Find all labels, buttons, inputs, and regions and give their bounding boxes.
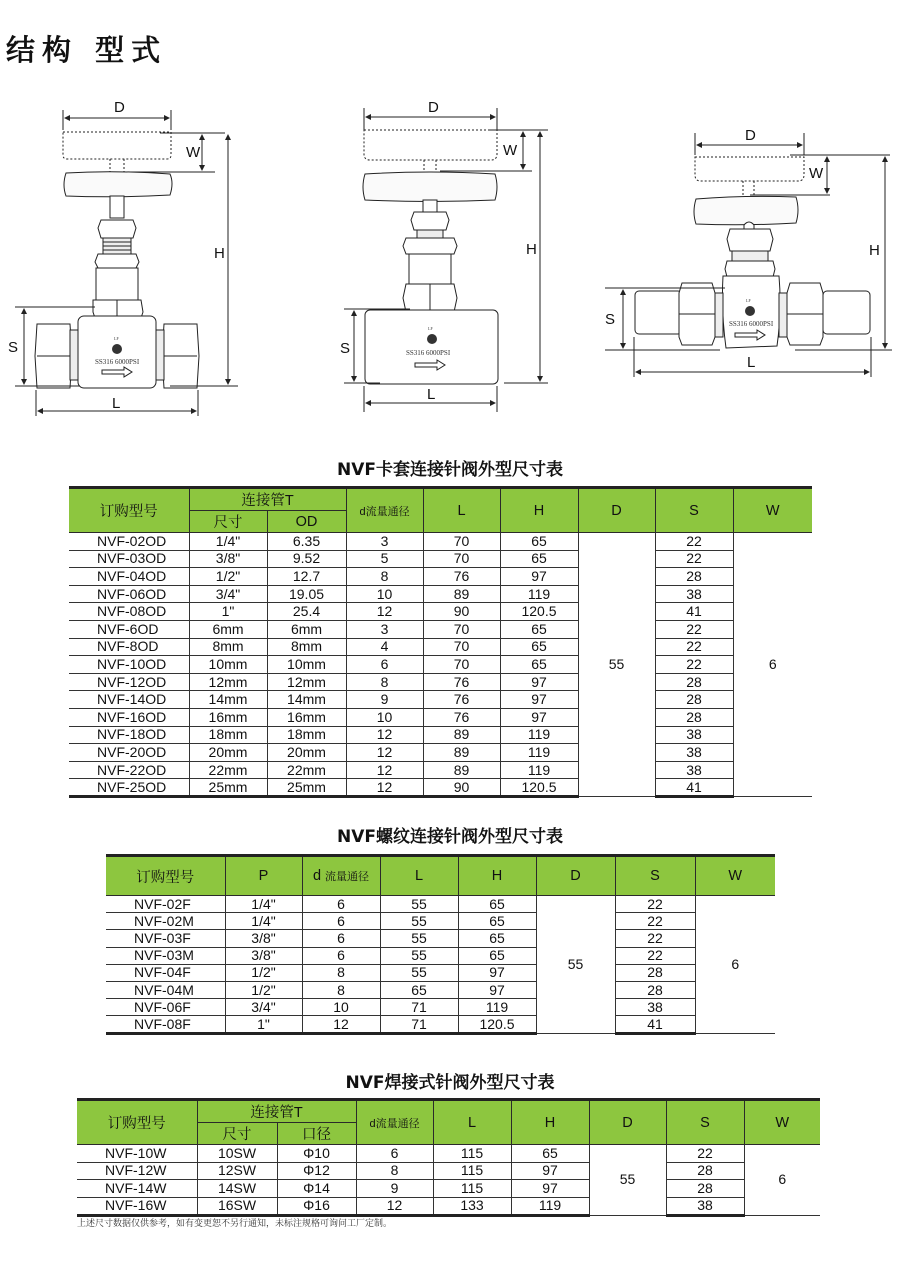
col-header-L: L [433, 1100, 511, 1145]
cell-L: 65 [380, 981, 458, 998]
cell-d: 10 [302, 999, 380, 1016]
cell-S: 38 [655, 585, 733, 603]
cell-size: 18mm [189, 726, 267, 744]
cell-size: 16mm [189, 708, 267, 726]
cell-S: 41 [615, 1016, 695, 1034]
cell-size: 12mm [189, 673, 267, 691]
cell-L: 70 [423, 550, 500, 568]
cell-H: 65 [500, 550, 578, 568]
cell-size: 1/2" [189, 568, 267, 586]
cell-H: 97 [500, 691, 578, 709]
cell-od: 12.7 [267, 568, 346, 586]
cell-model: NVF-18OD [69, 726, 189, 744]
table3-title: NVF焊接式针阀外型尺寸表 [345, 1073, 555, 1093]
cell-d: 6 [346, 656, 423, 674]
table-row [69, 779, 812, 797]
cell-H: 120.5 [500, 603, 578, 621]
cell-H: 65 [500, 620, 578, 638]
col-header-S: S [666, 1100, 744, 1145]
cell-model: NVF-04F [106, 964, 225, 981]
cell-d: 5 [346, 550, 423, 568]
table-row [106, 964, 775, 981]
dim-label-S: S [8, 339, 19, 356]
cell-H: 119 [500, 726, 578, 744]
cell-W-merged: 6 [744, 1145, 820, 1216]
cell-L: 76 [423, 708, 500, 726]
cell-H: 65 [458, 930, 536, 947]
cell-size: 10mm [189, 656, 267, 674]
cell-L: 55 [380, 913, 458, 930]
table1-title: NVF卡套连接针阀外型尺寸表 [337, 460, 563, 480]
cell-S: 28 [666, 1180, 744, 1198]
cell-H: 65 [458, 947, 536, 964]
dim-label-H: H [869, 242, 880, 259]
col-header-d: d流量通径 [346, 488, 423, 533]
cell-d: 8 [302, 981, 380, 998]
cell-model: NVF-22OD [69, 761, 189, 779]
table-row [69, 691, 812, 709]
cell-bore: Φ10 [277, 1145, 356, 1163]
cell-D-merged: 55 [589, 1145, 666, 1216]
cell-size: 16SW [197, 1197, 277, 1215]
cell-L: 70 [423, 533, 500, 551]
cell-H: 120.5 [500, 779, 578, 797]
cell-od: 6mm [267, 620, 346, 638]
cell-size: 12SW [197, 1162, 277, 1180]
cell-W-merged: 6 [695, 896, 775, 1034]
cell-H: 65 [458, 896, 536, 913]
cell-S: 22 [655, 550, 733, 568]
col-header-S: S [615, 856, 695, 896]
cell-P: 1" [225, 1016, 302, 1034]
table-row [69, 726, 812, 744]
cell-od: 19.05 [267, 585, 346, 603]
cell-model: NVF-03OD [69, 550, 189, 568]
cell-d: 6 [302, 913, 380, 930]
cell-d: 12 [346, 603, 423, 621]
cell-od: 22mm [267, 761, 346, 779]
col-header-W: W [733, 488, 812, 533]
cell-d: 10 [346, 585, 423, 603]
cell-L: 55 [380, 947, 458, 964]
cell-H: 120.5 [458, 1016, 536, 1034]
cell-S: 38 [655, 761, 733, 779]
col-header-D: D [536, 856, 615, 896]
dim-label-D: D [745, 127, 756, 144]
cell-H: 119 [458, 999, 536, 1016]
cell-model: NVF-08OD [69, 603, 189, 621]
col-header-H: H [500, 488, 578, 533]
cell-size: 1" [189, 603, 267, 621]
cell-d: 8 [356, 1162, 433, 1180]
cell-model: NVF-12W [77, 1162, 197, 1180]
cell-S: 38 [655, 726, 733, 744]
cell-S: 38 [655, 744, 733, 762]
cell-P: 1/4" [225, 913, 302, 930]
cell-d: 12 [346, 744, 423, 762]
cell-H: 65 [500, 656, 578, 674]
cell-L: 71 [380, 1016, 458, 1034]
cell-od: 16mm [267, 708, 346, 726]
cell-size: 22mm [189, 761, 267, 779]
cell-P: 1/2" [225, 981, 302, 998]
cell-d: 12 [346, 779, 423, 797]
cell-L: 55 [380, 930, 458, 947]
cell-od: 9.52 [267, 550, 346, 568]
cell-d: 12 [302, 1016, 380, 1034]
cell-L: 133 [433, 1197, 511, 1215]
cell-P: 3/8" [225, 947, 302, 964]
cell-S: 22 [615, 947, 695, 964]
cell-S: 22 [655, 656, 733, 674]
table-row [69, 656, 812, 674]
logo-text: LF [428, 326, 433, 331]
cell-L: 55 [380, 896, 458, 913]
cell-H: 119 [500, 585, 578, 603]
cell-L: 89 [423, 726, 500, 744]
cell-S: 38 [666, 1197, 744, 1215]
cell-D-merged: 55 [578, 533, 655, 797]
col-header-size: 尺寸 [189, 511, 267, 533]
table-row [69, 638, 812, 656]
cell-model: NVF-06OD [69, 585, 189, 603]
cell-P: 3/4" [225, 999, 302, 1016]
dim-label-D: D [114, 99, 125, 116]
cell-od: 10mm [267, 656, 346, 674]
cell-S: 28 [655, 568, 733, 586]
cell-H: 97 [511, 1180, 589, 1198]
table-row [69, 533, 812, 551]
cell-d: 3 [346, 620, 423, 638]
cell-d: 8 [346, 568, 423, 586]
col-header-d-suffix: 流量通径 [325, 871, 370, 883]
cell-d: 12 [356, 1197, 433, 1215]
cell-L: 76 [423, 568, 500, 586]
cell-od: 25mm [267, 779, 346, 797]
valve-marking: SS316 6000PSI [729, 320, 774, 328]
cell-d: 6 [356, 1145, 433, 1163]
valve-diagram-threaded [320, 90, 560, 420]
cell-D-merged: 55 [536, 896, 615, 1034]
cell-d: 6 [302, 947, 380, 964]
col-header-conn: 连接管T [197, 1100, 356, 1123]
cell-H: 65 [500, 533, 578, 551]
dim-label-L: L [112, 395, 121, 412]
cell-model: NVF-02OD [69, 533, 189, 551]
cell-L: 89 [423, 744, 500, 762]
cell-H: 97 [500, 568, 578, 586]
table-row [69, 620, 812, 638]
cell-S: 28 [615, 981, 695, 998]
cell-S: 28 [615, 964, 695, 981]
col-header-d [302, 856, 380, 896]
cell-model: NVF-12OD [69, 673, 189, 691]
cell-size: 25mm [189, 779, 267, 797]
cell-model: NVF-08F [106, 1016, 225, 1034]
cell-od: 14mm [267, 691, 346, 709]
cell-model: NVF-04OD [69, 568, 189, 586]
cell-size: 14SW [197, 1180, 277, 1198]
col-header-L: L [423, 488, 500, 533]
table-row [106, 913, 775, 930]
cell-L: 90 [423, 603, 500, 621]
col-header-H: H [511, 1100, 589, 1145]
dim-label-D: D [428, 99, 439, 116]
cell-model: NVF-03F [106, 930, 225, 947]
threaded-spec-table [106, 854, 775, 1035]
cell-d: 8 [302, 964, 380, 981]
cell-d: 9 [356, 1180, 433, 1198]
cell-S: 22 [615, 913, 695, 930]
cell-L: 70 [423, 638, 500, 656]
cell-S: 28 [655, 673, 733, 691]
col-header-model: 订购型号 [106, 856, 225, 896]
cell-d: 3 [346, 533, 423, 551]
cell-L: 70 [423, 656, 500, 674]
cell-P: 1/2" [225, 964, 302, 981]
cell-L: 76 [423, 673, 500, 691]
cell-d: 6 [302, 896, 380, 913]
col-header-L: L [380, 856, 458, 896]
cell-model: NVF-14W [77, 1180, 197, 1198]
cell-P: 1/4" [225, 896, 302, 913]
cell-d: 12 [346, 761, 423, 779]
col-header-D: D [578, 488, 655, 533]
table-row [77, 1180, 820, 1198]
cell-L: 76 [423, 691, 500, 709]
col-header-d-prefix: d [312, 868, 322, 884]
cell-H: 97 [458, 964, 536, 981]
cell-od: 12mm [267, 673, 346, 691]
cell-H: 97 [500, 708, 578, 726]
cell-P: 3/8" [225, 930, 302, 947]
col-header-model: 订购型号 [69, 488, 189, 533]
cell-size: 20mm [189, 744, 267, 762]
dim-label-L: L [747, 354, 756, 371]
table-row [69, 708, 812, 726]
cell-L: 115 [433, 1145, 511, 1163]
dim-label-W: W [503, 142, 518, 159]
table-row [69, 761, 812, 779]
cell-model: NVF-25OD [69, 779, 189, 797]
cell-bore: Φ16 [277, 1197, 356, 1215]
dim-label-L: L [427, 386, 436, 403]
cell-S: 41 [655, 779, 733, 797]
table-row [106, 981, 775, 998]
table-row [69, 744, 812, 762]
table-row [69, 673, 812, 691]
table-row [106, 930, 775, 947]
cell-size: 14mm [189, 691, 267, 709]
cell-H: 119 [500, 761, 578, 779]
cell-size: 10SW [197, 1145, 277, 1163]
cell-d: 4 [346, 638, 423, 656]
col-header-model: 订购型号 [77, 1100, 197, 1145]
dim-label-H: H [526, 241, 537, 258]
cell-model: NVF-14OD [69, 691, 189, 709]
cell-L: 115 [433, 1162, 511, 1180]
cell-size: 8mm [189, 638, 267, 656]
cell-H: 119 [500, 744, 578, 762]
logo-text: LF [114, 336, 119, 341]
cell-d: 9 [346, 691, 423, 709]
dim-label-S: S [340, 340, 351, 357]
cell-L: 71 [380, 999, 458, 1016]
cell-S: 28 [666, 1162, 744, 1180]
valve-diagram-ferrule [0, 90, 260, 420]
cell-od: 8mm [267, 638, 346, 656]
cell-size: 1/4" [189, 533, 267, 551]
cell-model: NVF-8OD [69, 638, 189, 656]
table-row [106, 1016, 775, 1034]
cell-size: 6mm [189, 620, 267, 638]
cell-model: NVF-10OD [69, 656, 189, 674]
cell-model: NVF-10W [77, 1145, 197, 1163]
cell-d: 8 [346, 673, 423, 691]
table-row [77, 1162, 820, 1180]
dim-label-W: W [186, 144, 201, 161]
cell-H: 65 [458, 913, 536, 930]
table-row [77, 1145, 820, 1163]
valve-marking: SS316 6000PSI [95, 358, 140, 366]
valve-diagram-welded [590, 115, 895, 385]
cell-od: 20mm [267, 744, 346, 762]
cell-L: 70 [423, 620, 500, 638]
dim-label-W: W [809, 165, 824, 182]
cell-H: 97 [500, 673, 578, 691]
cell-L: 89 [423, 585, 500, 603]
col-header-d: d流量通径 [356, 1100, 433, 1145]
cell-S: 22 [615, 930, 695, 947]
footnote: 上述尺寸数据仅供参考，如有变更恕不另行通知，未标注规格可询问工厂定制。 [77, 1219, 393, 1229]
cell-model: NVF-20OD [69, 744, 189, 762]
table2-title: NVF螺纹连接针阀外型尺寸表 [337, 827, 563, 847]
cell-model: NVF-06F [106, 999, 225, 1016]
cell-S: 38 [615, 999, 695, 1016]
table-row [69, 550, 812, 568]
cell-L: 55 [380, 964, 458, 981]
cell-d: 6 [302, 930, 380, 947]
table-row [69, 585, 812, 603]
col-header-bore: 口径 [277, 1123, 356, 1145]
cell-d: 12 [346, 726, 423, 744]
cell-model: NVF-02M [106, 913, 225, 930]
table-row [106, 896, 775, 913]
ferrule-spec-table [69, 486, 812, 798]
cell-L: 89 [423, 761, 500, 779]
table-row [106, 999, 775, 1016]
cell-size: 3/4" [189, 585, 267, 603]
cell-size: 3/8" [189, 550, 267, 568]
cell-model: NVF-16W [77, 1197, 197, 1215]
dim-label-S: S [605, 311, 616, 328]
cell-S: 22 [655, 533, 733, 551]
cell-od: 6.35 [267, 533, 346, 551]
cell-bore: Φ12 [277, 1162, 356, 1180]
cell-bore: Φ14 [277, 1180, 356, 1198]
col-header-D: D [589, 1100, 666, 1145]
cell-H: 65 [500, 638, 578, 656]
table-row [69, 568, 812, 586]
table-row [106, 947, 775, 964]
cell-H: 119 [511, 1197, 589, 1215]
table-row [77, 1197, 820, 1215]
cell-S: 41 [655, 603, 733, 621]
cell-model: NVF-16OD [69, 708, 189, 726]
col-header-W: W [695, 856, 775, 896]
col-header-W: W [744, 1100, 820, 1145]
welded-spec-table [77, 1098, 820, 1217]
page-title: 结构 型式 [6, 33, 168, 67]
cell-S: 28 [655, 708, 733, 726]
cell-d: 10 [346, 708, 423, 726]
cell-S: 22 [666, 1145, 744, 1163]
cell-od: 25.4 [267, 603, 346, 621]
cell-H: 97 [511, 1162, 589, 1180]
dim-label-H: H [214, 245, 225, 262]
cell-model: NVF-03M [106, 947, 225, 964]
cell-S: 28 [655, 691, 733, 709]
cell-W-merged: 6 [733, 533, 812, 797]
col-header-conn: 连接管T [189, 488, 346, 511]
cell-S: 22 [615, 896, 695, 913]
cell-L: 90 [423, 779, 500, 797]
logo-text: LF [746, 298, 751, 303]
col-header-size: 尺寸 [197, 1123, 277, 1145]
table-row [69, 603, 812, 621]
col-header-H: H [458, 856, 536, 896]
cell-S: 22 [655, 638, 733, 656]
cell-H: 65 [511, 1145, 589, 1163]
cell-model: NVF-04M [106, 981, 225, 998]
cell-model: NVF-6OD [69, 620, 189, 638]
cell-od: 18mm [267, 726, 346, 744]
cell-H: 97 [458, 981, 536, 998]
cell-S: 22 [655, 620, 733, 638]
col-header-S: S [655, 488, 733, 533]
col-header-P: P [225, 856, 302, 896]
cell-L: 115 [433, 1180, 511, 1198]
valve-marking: SS316 6000PSI [406, 349, 451, 357]
cell-model: NVF-02F [106, 896, 225, 913]
col-header-od: OD [267, 511, 346, 533]
